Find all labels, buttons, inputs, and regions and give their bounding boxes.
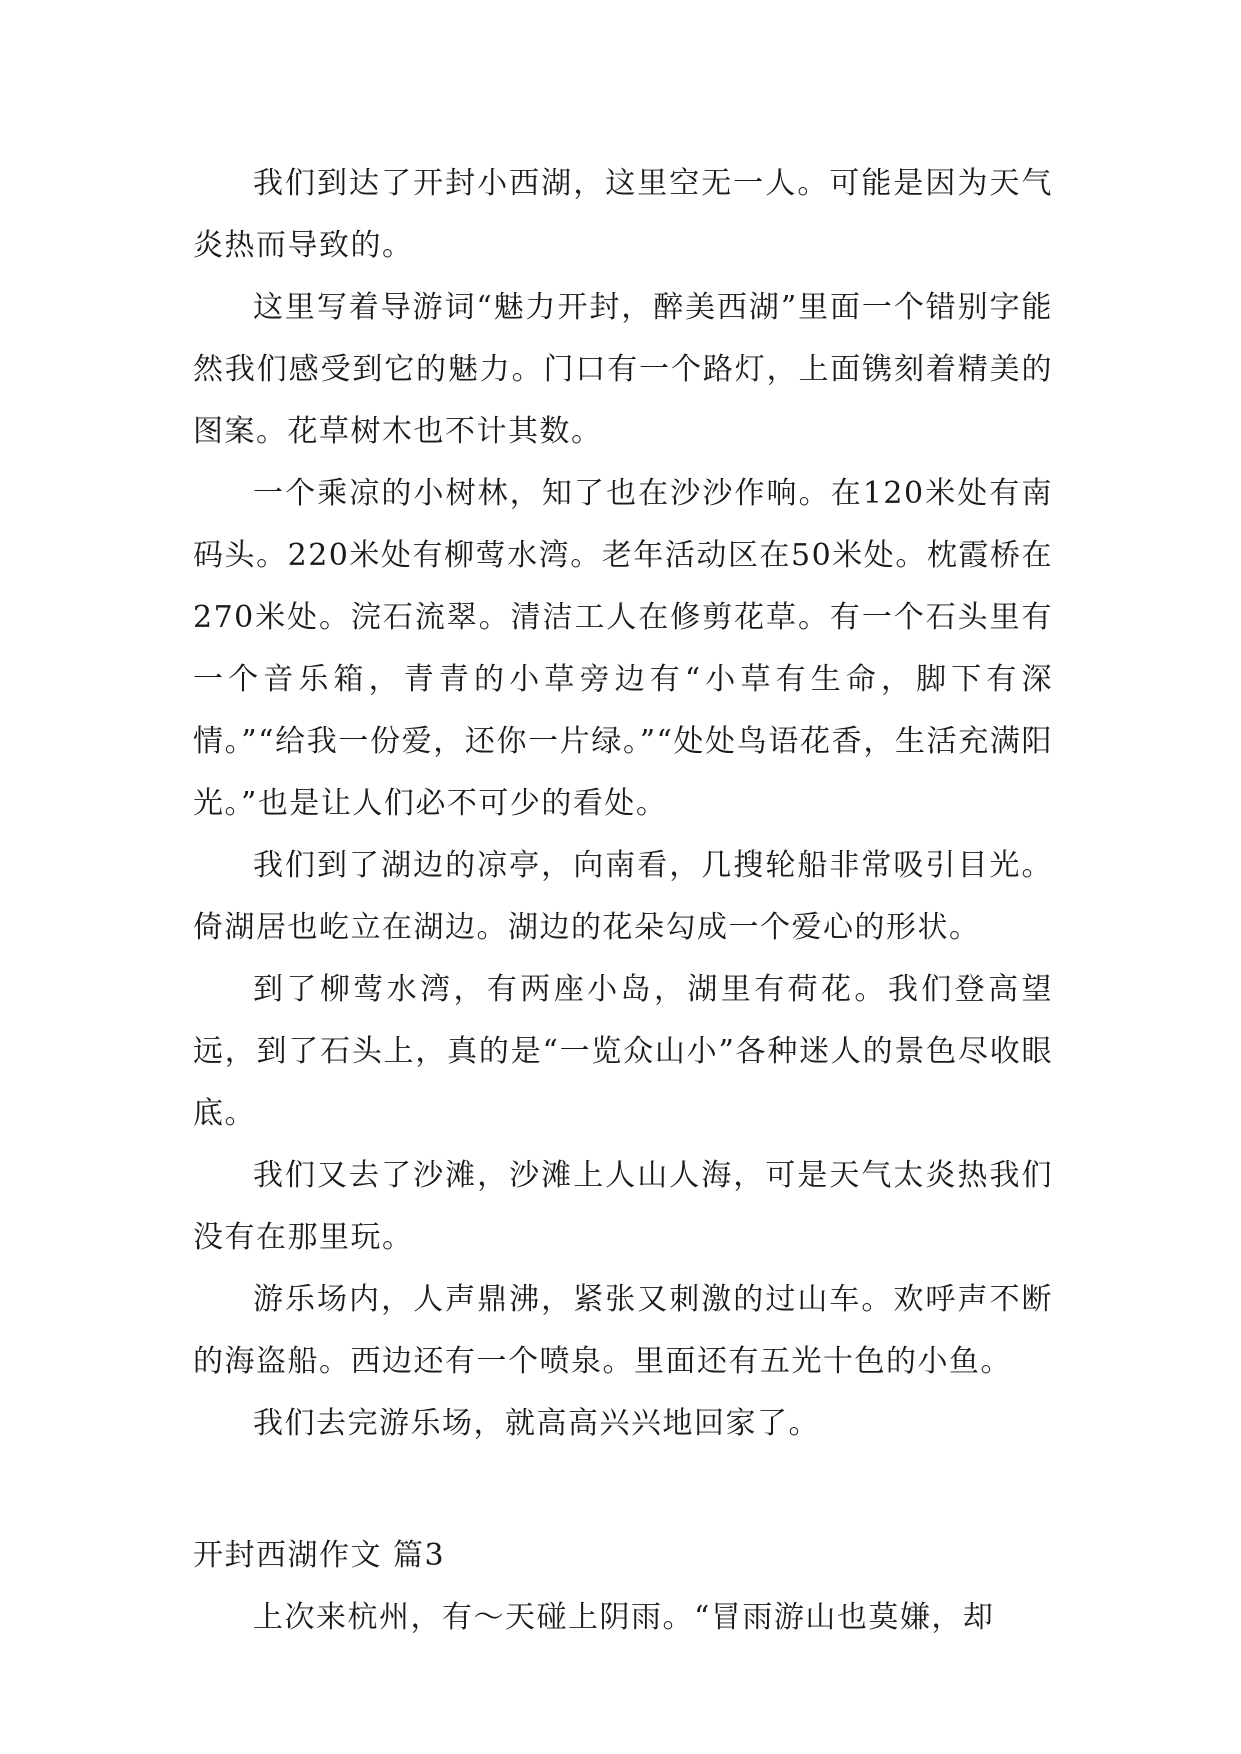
section-heading: 开封西湖作文 篇3: [193, 1538, 446, 1573]
paragraph-2: 这里写着导游词“魅力开封，醉美西湖”里面一个错别字能然我们感受到它的魅力。门口有一个路灯，上面镌刻着精美的图案。花草树木也不计其数。: [193, 290, 1053, 449]
paragraph-7: 游乐场内，人声鼎沸，紧张又刺激的过山车。欢呼声不断的海盗船。西边还有一个喷泉。里面还有五光十色的小鱼。: [193, 1282, 1053, 1379]
paragraph-3: 一个乘凉的小树林，知了也在沙沙作响。在120米处有南码头。220米处有柳莺水湾。老年活动区在50米处。枕霞桥在270米处。浣石流翠。清洁工人在修剪花草。有一个石头里有一个音乐箱，青青的小草旁边有“小草有生命，脚下有深情。”“给我一份爱，还你一片绿。”“处处鸟语花香，生活充满阳光。”也是让人们必不可少的看处。: [193, 476, 1053, 821]
paragraph-6: 我们又去了沙滩，沙滩上人山人海，可是天气太炎热我们没有在那里玩。: [193, 1158, 1053, 1255]
paragraph-4: 我们到了湖边的凉亭，向南看，几搜轮船非常吸引目光。倚湖居也屹立在湖边。湖边的花朵勾成一个爱心的形状。: [193, 848, 1053, 945]
paragraph-8: 我们去完游乐场，就高高兴兴地回家了。: [253, 1406, 820, 1441]
paragraph-5: 到了柳莺水湾，有两座小岛，湖里有荷花。我们登高望远，到了石头上，真的是“一览众山小”各种迷人的景色尽收眼底。: [193, 972, 1053, 1131]
paragraph-9: 上次来杭州，有～天碰上阴雨。“冒雨游山也莫嫌，却: [253, 1600, 995, 1635]
document-body: [193, 153, 1053, 1649]
paragraph-1: 我们到达了开封小西湖，这里空无一人。可能是因为天气炎热而导致的。: [193, 166, 1053, 263]
